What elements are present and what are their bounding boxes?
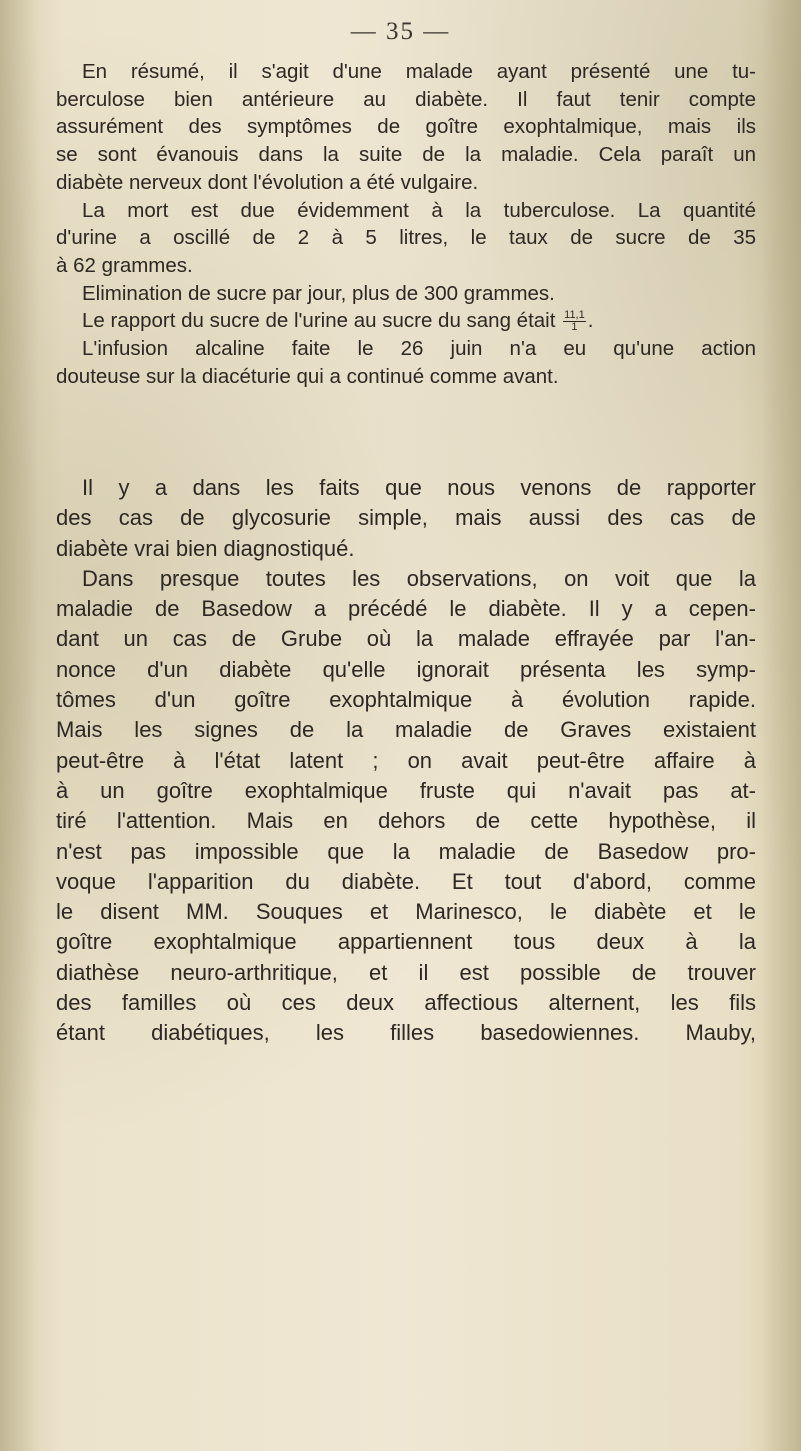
fraction-numerator: 11,1: [564, 309, 585, 322]
sugar-ratio-fraction: [563, 310, 586, 333]
text-line: nonce d'un diabète qu'elle ignorait présenta les symp-: [56, 656, 756, 682]
text-line-with-fraction: [56, 307, 756, 335]
text-line: douteuse sur la diacéturie qui a continué comme avant.: [56, 364, 559, 388]
text-line: étant diabétiques, les filles basedowiennes. Mauby,: [56, 1020, 756, 1046]
text-line: n'est pas impossible que la maladie de Basedow pro-: [56, 838, 756, 864]
text-line: Mais les signes de la maladie de Graves existaient: [56, 717, 756, 743]
text-line: Elimination de sucre par jour, plus de 300 grammes.: [82, 281, 555, 305]
text-line: Il y a dans les faits que nous venons de rapporter: [82, 475, 756, 500]
text-line: des familles où ces deux affectious alternent, les fils: [56, 990, 756, 1016]
text-line: tômes d'un goître exophtalmique à évolution rapide.: [56, 687, 756, 713]
text-line: La mort est due évidemment à la tuberculose. La quantité: [82, 198, 756, 222]
page-number: — 35 —: [350, 18, 451, 45]
text-line: d'urine a oscillé de 2 à 5 litres, le taux de sucre de 35: [56, 226, 756, 250]
text-line: En résumé, il s'agit d'une malade ayant présenté une tu-: [82, 60, 756, 83]
text-line: assurément des symptômes de goître exophtalmique, mais ils: [56, 115, 756, 139]
text-line: Dans presque toutes les observations, on voit que la: [82, 565, 756, 591]
page-edge-shadow-left: [0, 0, 40, 1451]
fraction-denominator: 1: [571, 321, 578, 334]
text-block-first: [56, 58, 756, 390]
text-line: tiré l'attention. Mais en dehors de cette hypothèse, il: [56, 808, 756, 834]
text-block-second: [56, 473, 756, 1049]
rapport-end: .: [587, 309, 594, 333]
text-line: le disent MM. Souques et Marinesco, le diabète et le: [56, 899, 756, 925]
text-line: dant un cas de Grube où la malade effrayée par l'an-: [56, 626, 756, 652]
text-line: diathèse neuro-arthritique, et il est possible de trouver: [56, 959, 756, 985]
text-line: voque l'apparition du diabète. Et tout d'abord, comme: [56, 868, 756, 894]
text-line: se sont évanouis dans la suite de la maladie. Cela paraît un: [56, 143, 756, 167]
text-line: des cas de glycosurie simple, mais aussi des cas de: [56, 505, 756, 531]
page-edge-shadow-right: [761, 0, 801, 1451]
text-line: maladie de Basedow a précédé le diabète. Il y a cepen-: [56, 596, 756, 622]
text-line: berculose bien antérieure au diabète. Il faut tenir compte: [56, 87, 756, 111]
text-line: à 62 grammes.: [56, 253, 193, 277]
text-line: diabète vrai bien diagnostiqué.: [56, 535, 355, 561]
rapport-text: Le rapport du sucre de l'urine au sucre du sang était: [82, 309, 556, 333]
text-line: à un goître exophtalmique fruste qui n'avait pas at-: [56, 777, 756, 803]
text-line: diabète nerveux dont l'évolution a été vulgaire.: [56, 170, 479, 194]
text-line: goître exophtalmique appartiennent tous deux à la: [56, 929, 756, 955]
text-line: peut-être à l'état latent ; on avait peut-être affaire à: [56, 747, 756, 773]
text-line: L'infusion alcaline faite le 26 juin n'a eu qu'une action: [82, 337, 756, 361]
